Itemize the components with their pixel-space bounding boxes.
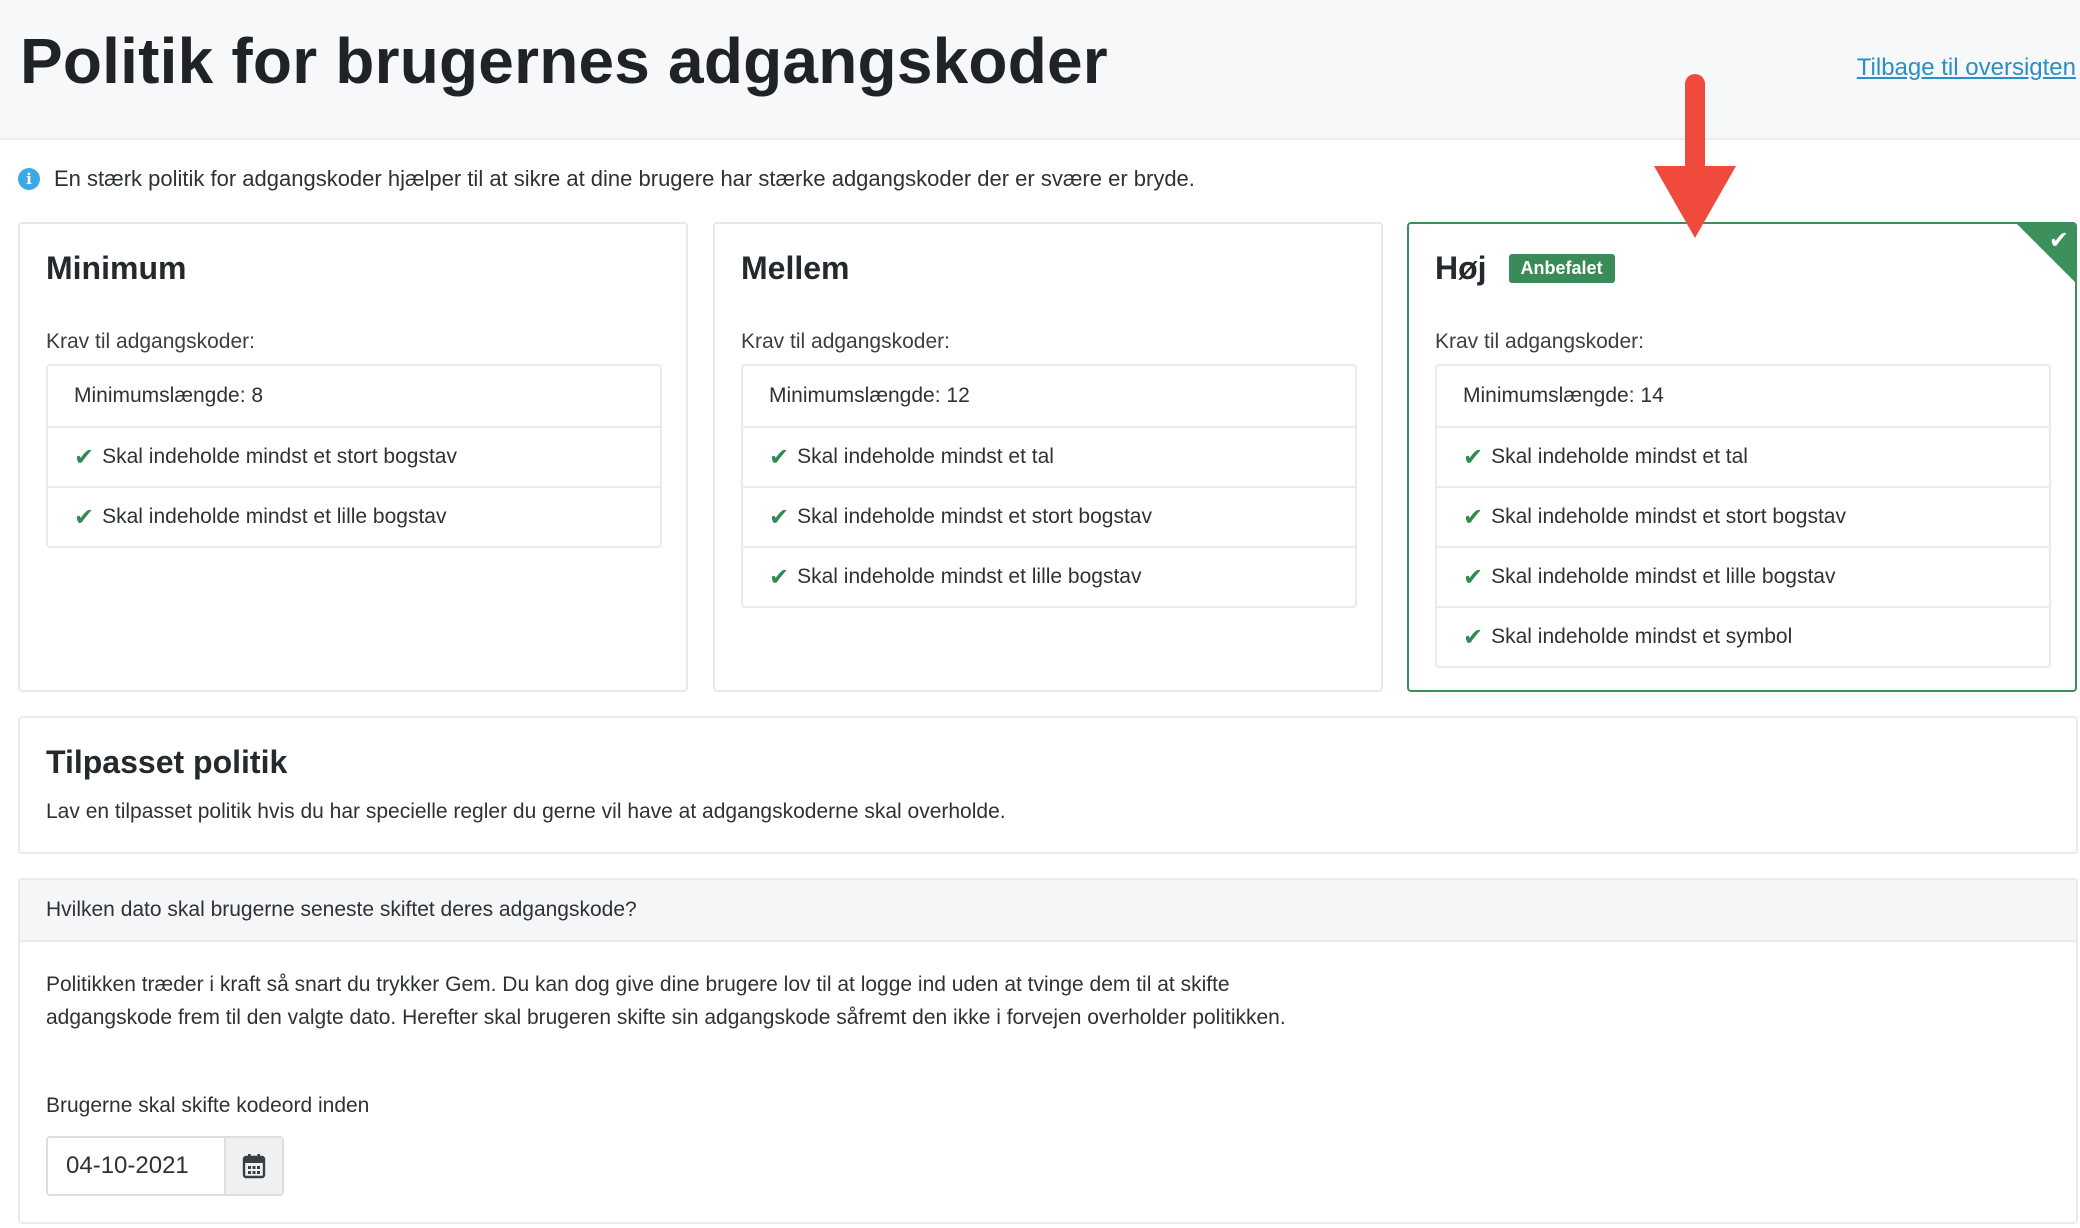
min-length-item xyxy=(743,366,1355,426)
rule-text: Skal indeholde mindst et lille bogstav xyxy=(1491,565,1836,588)
rule-item xyxy=(48,426,660,486)
check-icon: ✔ xyxy=(769,563,790,591)
page-header xyxy=(0,0,2080,140)
info-icon: i xyxy=(18,168,40,190)
requirements-list xyxy=(741,364,1357,608)
min-length-text: Minimumslængde: 8 xyxy=(74,384,264,407)
rule-item xyxy=(743,426,1355,486)
policy-card-minimum[interactable] xyxy=(18,222,688,692)
rule-item xyxy=(1437,486,2049,546)
rule-text: Skal indeholde mindst et lille bogstav xyxy=(797,565,1142,588)
check-icon: ✔ xyxy=(769,443,790,471)
date-field-label: Brugerne skal skifte kodeord inden xyxy=(46,1094,370,1117)
policy-title-text: Minimum xyxy=(46,250,187,286)
requirements-label: Krav til adgangskoder: xyxy=(46,330,255,353)
calendar-icon xyxy=(242,1153,266,1179)
check-icon: ✔ xyxy=(74,503,95,531)
rule-text: Skal indeholde mindst et stort bogstav xyxy=(797,505,1152,528)
rule-item xyxy=(1437,426,2049,486)
date-input[interactable] xyxy=(48,1138,224,1194)
rule-item xyxy=(1437,546,2049,606)
policy-card-high[interactable] xyxy=(1407,222,2077,692)
policy-title xyxy=(741,250,849,287)
info-text: En stærk politik for adgangskoder hjælper til at sikre at dine brugere har stærke adgangskoder der er svære er bryde. xyxy=(54,166,1195,191)
policy-title xyxy=(1435,250,1615,287)
rule-text: Skal indeholde mindst et lille bogstav xyxy=(102,505,447,528)
date-panel-heading: Hvilken dato skal brugerne seneste skiftet deres adgangskode? xyxy=(20,880,2076,942)
check-icon: ✔ xyxy=(1463,503,1484,531)
requirements-label: Krav til adgangskoder: xyxy=(741,330,950,353)
info-message xyxy=(18,166,1195,192)
check-icon: ✔ xyxy=(1463,563,1484,591)
requirements-label: Krav til adgangskoder: xyxy=(1435,330,1644,353)
min-length-text: Minimumslængde: 12 xyxy=(769,384,970,407)
back-to-overview-link[interactable]: Tilbage til oversigten xyxy=(1856,54,2076,81)
rule-text: Skal indeholde mindst et tal xyxy=(797,445,1054,468)
page-title: Politik for brugernes adgangskoder xyxy=(20,25,1108,97)
annotation-arrow-icon xyxy=(1650,74,1740,240)
selected-check-icon: ✔ xyxy=(2048,226,2069,254)
policy-card-medium[interactable] xyxy=(713,222,1383,692)
check-icon: ✔ xyxy=(769,503,790,531)
min-length-item xyxy=(1437,366,2049,426)
policy-title xyxy=(46,250,186,287)
date-picker xyxy=(46,1136,284,1196)
requirements-list xyxy=(1435,364,2051,668)
calendar-button[interactable] xyxy=(224,1138,282,1194)
requirements-list xyxy=(46,364,662,548)
rule-text: Skal indeholde mindst et stort bogstav xyxy=(1491,505,1846,528)
date-panel-description: Politikken træder i kraft så snart du trykker Gem. Du kan dog give dine brugere lov til at logge ind uden at tvinge dem til at skifte adgangskode frem til den valgte dato. Herefter skal brugeren skifte sin adgangskode såfremt den ikke i forvejen overholder politikken. xyxy=(46,973,1286,1029)
check-icon: ✔ xyxy=(1463,443,1484,471)
recommended-badge: Anbefalet xyxy=(1509,254,1615,283)
custom-policy-title: Tilpasset politik xyxy=(46,744,288,780)
custom-policy-card[interactable] xyxy=(18,716,2078,854)
min-length-item xyxy=(48,366,660,426)
custom-policy-text: Lav en tilpasset politik hvis du har specielle regler du gerne vil have at adgangskoderne skal overholde. xyxy=(46,800,1006,823)
rule-text: Skal indeholde mindst et stort bogstav xyxy=(102,445,457,468)
min-length-text: Minimumslængde: 14 xyxy=(1463,384,1664,407)
rule-item xyxy=(743,546,1355,606)
check-icon: ✔ xyxy=(74,443,95,471)
password-change-date-panel xyxy=(18,878,2078,1224)
policy-title-text: Høj xyxy=(1435,250,1487,286)
rule-text: Skal indeholde mindst et symbol xyxy=(1491,625,1793,648)
policy-title-text: Mellem xyxy=(741,250,850,286)
rule-item xyxy=(48,486,660,546)
rule-item xyxy=(1437,606,2049,666)
rule-text: Skal indeholde mindst et tal xyxy=(1491,445,1748,468)
check-icon: ✔ xyxy=(1463,623,1484,651)
rule-item xyxy=(743,486,1355,546)
